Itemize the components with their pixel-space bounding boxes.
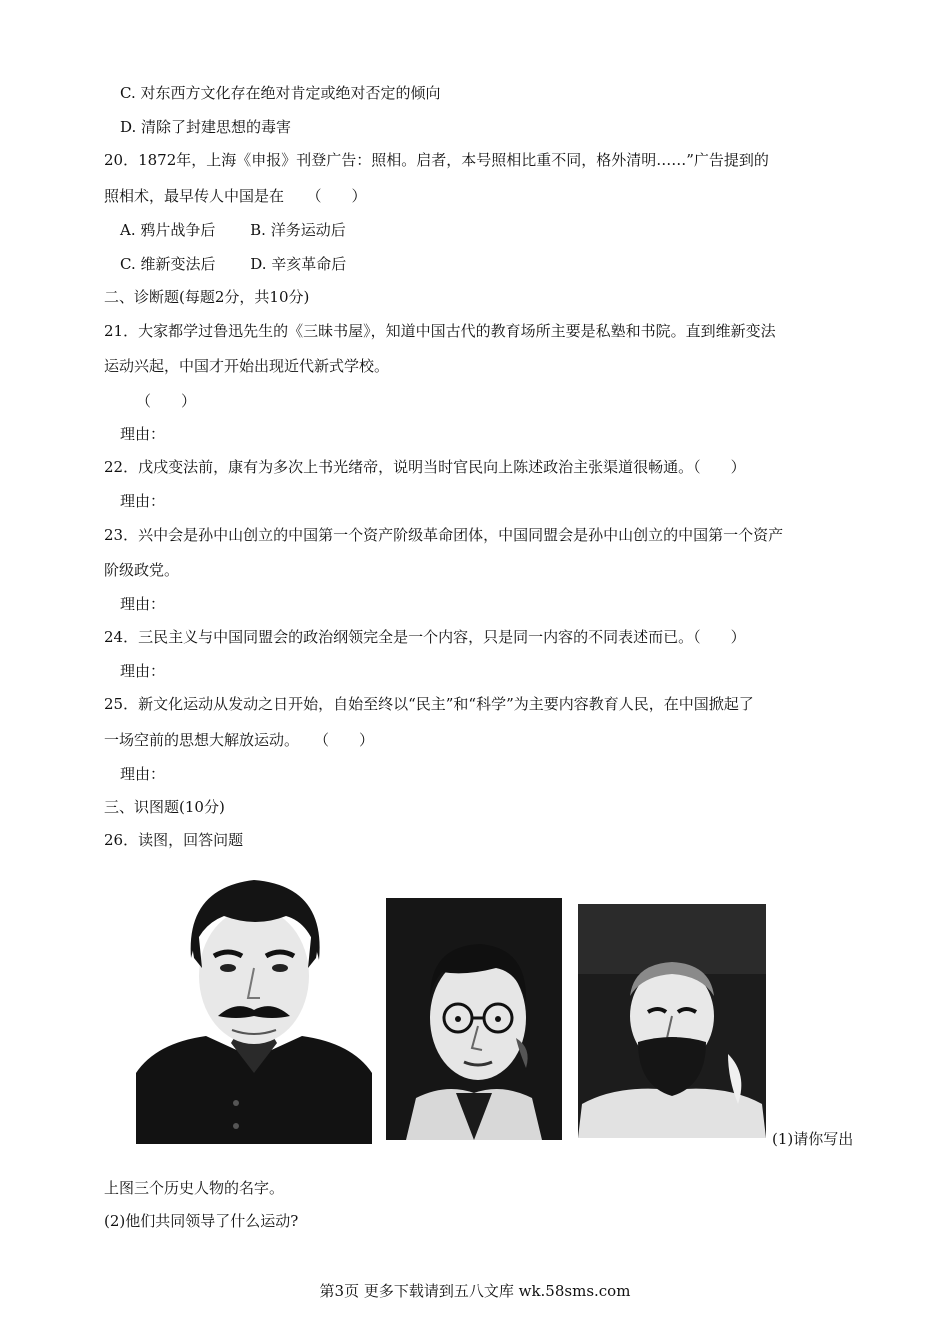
- question-26-part1-cont: 上图三个历史人物的名字。: [104, 1179, 285, 1197]
- option-d-19: D. 清除了封建思想的毒害: [120, 118, 292, 136]
- options-ab-20: A. 鸦片战争后 B. 洋务运动后: [120, 221, 346, 239]
- question-21-line2: 运动兴起，中国才开始出现近代新式学校。: [104, 357, 390, 375]
- reason-23: 理由：: [120, 595, 166, 613]
- portrait-1-image: [136, 868, 372, 1144]
- question-22: 22．戊戌变法前，康有为多次上书光绪帝，说明当时官民向上陈述政治主张渠道很畅通。（ ）: [104, 458, 746, 476]
- section-2-heading: 二、诊断题(每题2分，共10分): [104, 288, 310, 306]
- portrait-photo-2: [386, 898, 562, 1140]
- portrait-3-image: [578, 904, 766, 1138]
- question-26: 26．读图，回答问题: [104, 831, 244, 849]
- reason-25: 理由：: [120, 765, 166, 783]
- question-24: 24．三民主义与中国同盟会的政治纲领完全是一个内容，只是同一内容的不同表述而已。（ ）: [104, 628, 746, 646]
- portrait-photo-3: [578, 904, 766, 1138]
- question-25-line2: 一场空前的思想大解放运动。 （ ）: [104, 731, 375, 749]
- page-footer: 第3页 更多下载请到五八文库 wk.58sms.com: [319, 1282, 631, 1300]
- portrait-2-image: [386, 898, 562, 1140]
- reason-21: 理由：: [120, 425, 166, 443]
- question-21-line1: 21．大家都学过鲁迅先生的《三昧书屋》，知道中国古代的教育场所主要是私塾和书院。直到维新变法: [104, 322, 776, 340]
- question-20-line1: 20．1872年，上海《申报》刊登广告：照相。启者，本号照相比重不同，格外清明……”广告提到的: [104, 151, 769, 169]
- section-3-heading: 三、识图题(10分): [104, 798, 225, 816]
- question-23-line1: 23．兴中会是孙中山创立的中国第一个资产阶级革命团体，中国同盟会是孙中山创立的中国第一个资产: [104, 526, 784, 544]
- question-20-line2: 照相术，最早传人中国是在 （ ）: [104, 187, 367, 205]
- question-26-part2: (2)他们共同领导了什么运动?: [104, 1212, 299, 1230]
- options-cd-20: C. 维新变法后 D. 辛亥革命后: [120, 255, 347, 273]
- question-25-line1: 25．新文化运动从发动之日开始，自始至终以“民主”和“科学”为主要内容教育人民，在中国掀起了: [104, 695, 754, 713]
- reason-24: 理由：: [120, 662, 166, 680]
- answer-bracket-21: （ ）: [136, 392, 197, 410]
- portrait-photo-1: [136, 868, 372, 1144]
- option-c-19: C. 对东西方文化存在绝对肯定或绝对否定的倾向: [120, 84, 441, 102]
- reason-22: 理由：: [120, 492, 166, 510]
- question-26-part1-tail: (1)请你写出: [772, 1130, 854, 1148]
- question-23-line2: 阶级政党。: [104, 561, 180, 579]
